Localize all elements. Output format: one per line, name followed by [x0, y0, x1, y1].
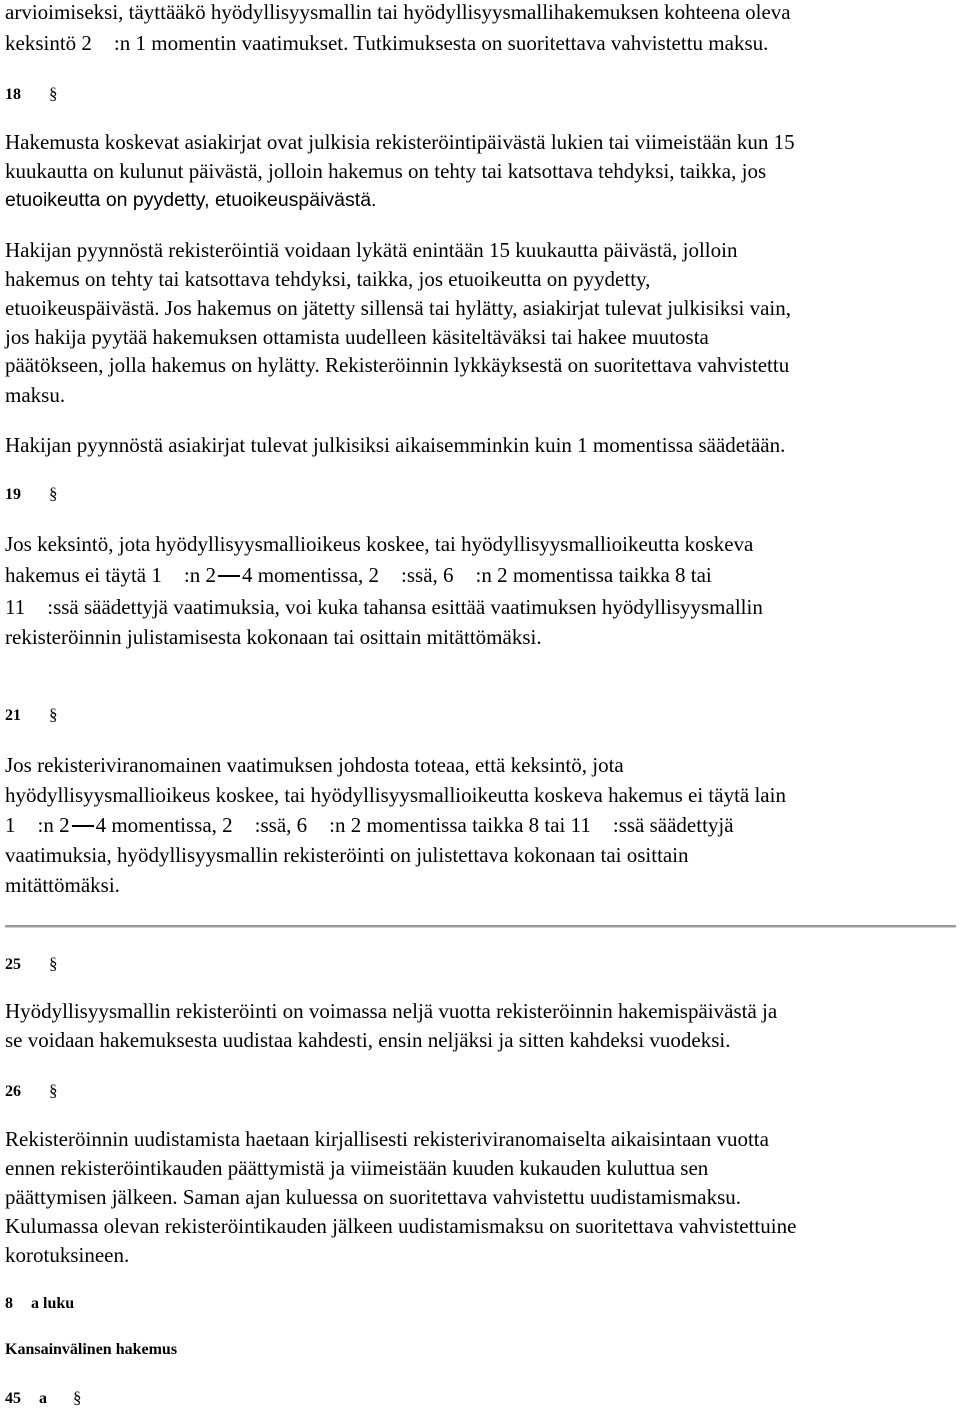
section-number: 25	[5, 956, 21, 973]
section-sign: §	[49, 954, 58, 973]
text-span: :ssä, 6	[401, 563, 454, 587]
section-heading-19	[5, 484, 58, 505]
text-span: 11	[5, 595, 26, 619]
text-span: 4 momentissa, 2	[241, 563, 380, 587]
text-line: etuoikeuspäivästä. Jos hakemus on jätetty sillensä tai hylätty, asiakirjat tulevat julkisiksi vain,	[5, 296, 791, 320]
text-line: Kulumassa olevan rekisteröintikauden jälkeen uudistamismaksu on suoritettava vahvistettuine	[5, 1214, 797, 1238]
text-line	[5, 595, 763, 619]
section-number: 45	[5, 1390, 21, 1407]
text-line: Hyödyllisyysmallin rekisteröinti on voimassa neljä vuotta rekisteröinnin hakemispäivästä ja	[5, 999, 778, 1023]
section-number: 21	[5, 707, 21, 724]
em-dash	[72, 825, 94, 827]
section-heading-21	[5, 705, 58, 726]
text-line: korotuksineen.	[5, 1243, 130, 1267]
text-line: Jos keksintö, jota hyödyllisyysmallioikeus koskee, tai hyödyllisyysmallioikeutta koskeva	[5, 532, 754, 556]
text-line: päätökseen, jolla hakemus on hylätty. Rekisteröinnin lykkäyksestä on suoritettava vahvistettu	[5, 353, 790, 377]
text-line: etuoikeutta on pyydetty, etuoikeuspäivästä.	[5, 189, 377, 211]
section-heading-45a	[5, 1388, 82, 1409]
section-sign: §	[49, 705, 58, 724]
text-line: hyödyllisyysmallioikeus koskee, tai hyödyllisyysmallioikeutta koskeva hakemus ei täytä lain	[5, 783, 786, 807]
text-line: arvioimiseksi, täyttääkö hyödyllisyysmallin tai hyödyllisyysmallihakemuksen kohteena oleva	[5, 0, 791, 24]
text-span: 1	[5, 813, 16, 837]
text-line	[5, 563, 712, 587]
text-span: 4 momentissa, 2	[95, 813, 233, 837]
text-line: Hakijan pyynnöstä asiakirjat tulevat julkisiksi aikaisemminkin kuin 1 momentissa säädetään.	[5, 433, 786, 457]
text-line: maksu.	[5, 383, 66, 407]
chapter-number: 8	[5, 1295, 13, 1312]
em-dash	[218, 575, 240, 577]
section-sign: §	[49, 1081, 58, 1100]
section-sign: §	[73, 1388, 82, 1407]
text-span: :n 2	[37, 813, 70, 837]
chapter-title: Kansainvälinen hakemus	[5, 1341, 178, 1358]
text-span: keksintö 2	[5, 31, 92, 55]
section-number: 18	[5, 86, 21, 103]
section-heading-25	[5, 954, 58, 975]
text-span: :n 2 momentissa taikka 8 tai 11	[329, 813, 591, 837]
section-letter: a	[39, 1390, 47, 1407]
chapter-heading	[5, 1294, 74, 1314]
text-line: mitättömäksi.	[5, 873, 120, 897]
text-line: Hakemusta koskevat asiakirjat ovat julkisia rekisteröintipäivästä lukien tai viimeistään kun 15	[5, 130, 795, 154]
text-line	[5, 813, 734, 837]
text-span: :n 2 momentissa taikka 8 tai	[475, 563, 712, 587]
text-line: päättymisen jälkeen. Saman ajan kuluessa on suoritettava vahvistettu uudistamismaksu.	[5, 1185, 742, 1209]
text-line: vaatimuksia, hyödyllisyysmallin rekisteröinti on julistettava kokonaan tai osittain	[5, 843, 689, 867]
text-line: kuukautta on kulunut päivästä, jolloin hakemus on tehty tai katsottava tehdyksi, taikka, jos	[5, 159, 767, 183]
text-span: :ssä säädettyjä vaatimuksia, voi kuka tahansa esittää vaatimuksen hyödyllisyysmallin	[47, 595, 763, 619]
section-heading-18	[5, 84, 58, 105]
text-span: :ssä säädettyjä	[612, 813, 734, 837]
text-line: jos hakija pyytää hakemuksen ottamista uudelleen käsiteltäväksi tai hakee muutosta	[5, 325, 709, 349]
text-line: Hakijan pyynnöstä rekisteröintiä voidaan lykätä enintään 15 kuukautta päivästä, jolloin	[5, 238, 738, 262]
chapter-label: a luku	[31, 1295, 75, 1312]
text-line: hakemus on tehty tai katsottava tehdyksi, taikka, jos etuoikeutta on pyydetty,	[5, 267, 651, 291]
text-span: :ssä, 6	[254, 813, 308, 837]
horizontal-rule	[5, 925, 956, 928]
section-sign: §	[49, 484, 58, 503]
text-line	[5, 31, 768, 55]
section-number: 26	[5, 1083, 21, 1100]
text-span: :n 2	[183, 563, 216, 587]
text-span: :n 1 momentin vaatimukset. Tutkimuksesta on suoritettava vahvistettu maksu.	[113, 31, 769, 55]
text-line: ennen rekisteröintikauden päättymistä ja viimeistään kuuden kukauden kuluttua sen	[5, 1156, 709, 1180]
text-line: se voidaan hakemuksesta uudistaa kahdesti, ensin neljäksi ja sitten kahdeksi vuodeksi.	[5, 1028, 731, 1052]
section-number: 19	[5, 486, 21, 503]
text-line: Rekisteröinnin uudistamista haetaan kirjallisesti rekisteriviranomaiselta aikaisintaan vuotta	[5, 1127, 769, 1151]
text-line: rekisteröinnin julistamisesta kokonaan tai osittain mitättömäksi.	[5, 625, 542, 649]
section-sign: §	[49, 84, 58, 103]
section-heading-26	[5, 1081, 58, 1102]
text-line: Jos rekisteriviranomainen vaatimuksen johdosta toteaa, että keksintö, jota	[5, 753, 624, 777]
text-span: hakemus ei täytä 1	[5, 563, 162, 587]
